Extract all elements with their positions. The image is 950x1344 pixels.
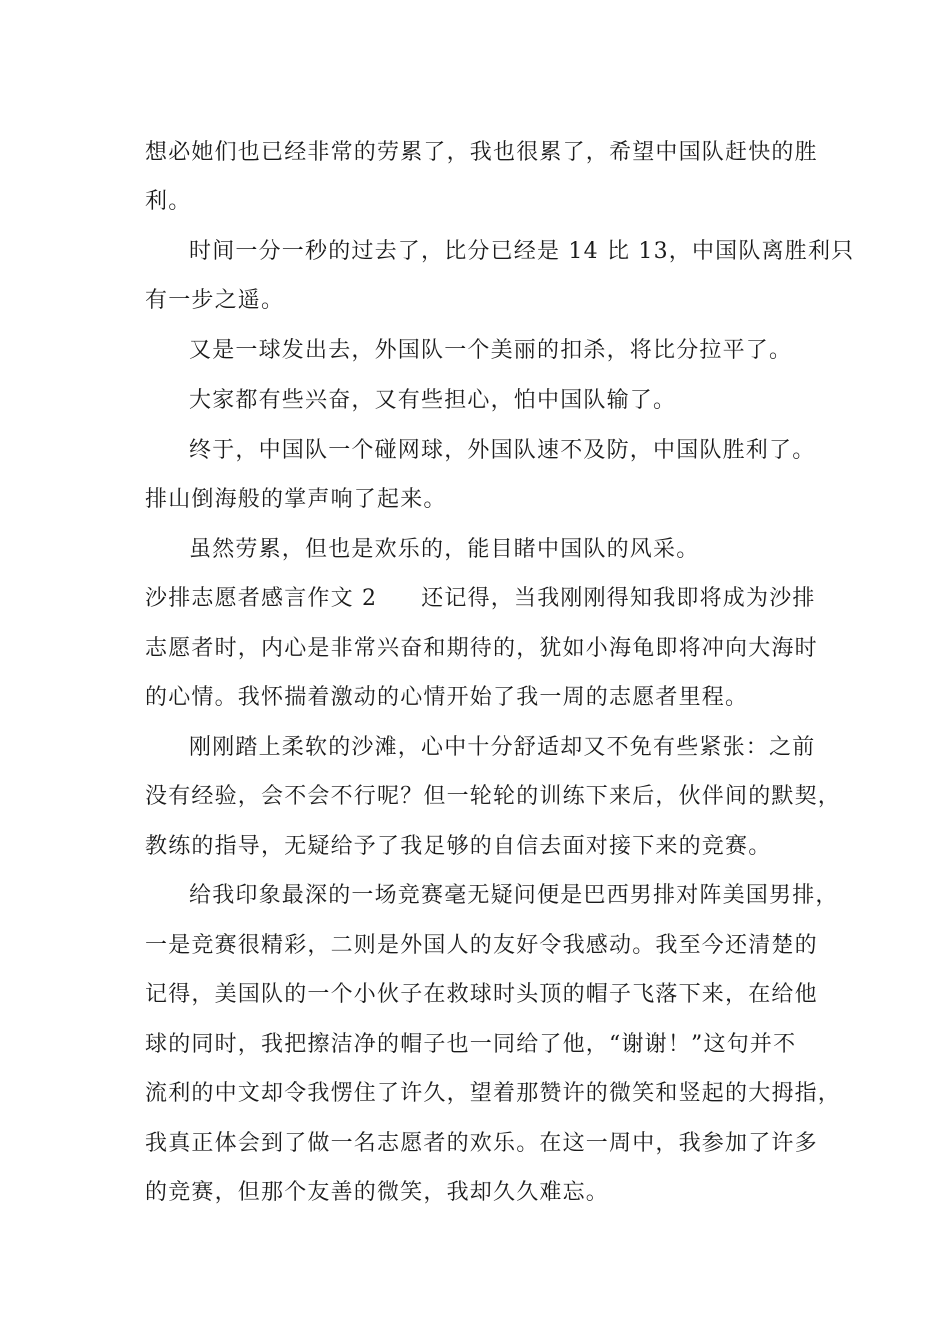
text-line: 球的同时，我把擦洁净的帽子也一同给了他，“谢谢！”这句并不 bbox=[145, 1032, 797, 1057]
text-line: 想必她们也已经非常的劳累了，我也很累了，希望中国队赶快的胜 bbox=[145, 140, 818, 165]
text-line: 没有经验，会不会不行呢？但一轮轮的训练下来后，伙伴间的默契， bbox=[145, 784, 842, 809]
text-line: 终于，中国队一个碰网球，外国队速不及防，中国队胜利了。 bbox=[189, 438, 816, 463]
text-line: 排山倒海般的掌声响了起来。 bbox=[145, 487, 447, 512]
text-line: 记得，美国队的一个小伙子在救球时头顶的帽子飞落下来，在给他 bbox=[145, 982, 818, 1007]
essay-title: 沙排志愿者感言作文 2 bbox=[145, 586, 378, 611]
text-line: 的心情。我怀揣着激动的心情开始了我一周的志愿者里程。 bbox=[145, 685, 749, 710]
text-line: 的竞赛，但那个友善的微笑，我却久久难忘。 bbox=[145, 1180, 610, 1205]
text-line: 给我印象最深的一场竞赛毫无疑问便是巴西男排对阵美国男排， bbox=[189, 883, 839, 908]
essay-first-line: 还记得，当我刚刚得知我即将成为沙排 bbox=[421, 586, 816, 611]
text-line: 虽然劳累，但也是欢乐的，能目睹中国队的风采。 bbox=[189, 537, 700, 562]
text-line: 流利的中文却令我愣住了许久，望着那赞许的微笑和竖起的大拇指， bbox=[145, 1081, 842, 1106]
text-line: 时间一分一秒的过去了，比分已经是 14 比 13，中国队离胜利只 bbox=[189, 239, 855, 264]
text-line: 又是一球发出去，外国队一个美丽的扣杀，将比分拉平了。 bbox=[189, 338, 793, 363]
essay-2-heading-line bbox=[145, 584, 816, 614]
text-line: 大家都有些兴奋，又有些担心，怕中国队输了。 bbox=[189, 388, 677, 413]
text-line: 志愿者时，内心是非常兴奋和期待的，犹如小海龟即将冲向大海时 bbox=[145, 636, 818, 661]
text-line: 利。 bbox=[145, 189, 192, 214]
text-line: 我真正体会到了做一名志愿者的欢乐。在这一周中，我参加了许多 bbox=[145, 1131, 818, 1156]
text-line: 一是竞赛很精彩，二则是外国人的友好令我感动。我至今还清楚的 bbox=[145, 933, 818, 958]
text-line: 教练的指导，无疑给予了我足够的自信去面对接下来的竞赛。 bbox=[145, 834, 772, 859]
text-line: 刚刚踏上柔软的沙滩，心中十分舒适却又不免有些紧张：之前 bbox=[189, 735, 816, 760]
text-line: 有一步之遥。 bbox=[145, 288, 285, 313]
